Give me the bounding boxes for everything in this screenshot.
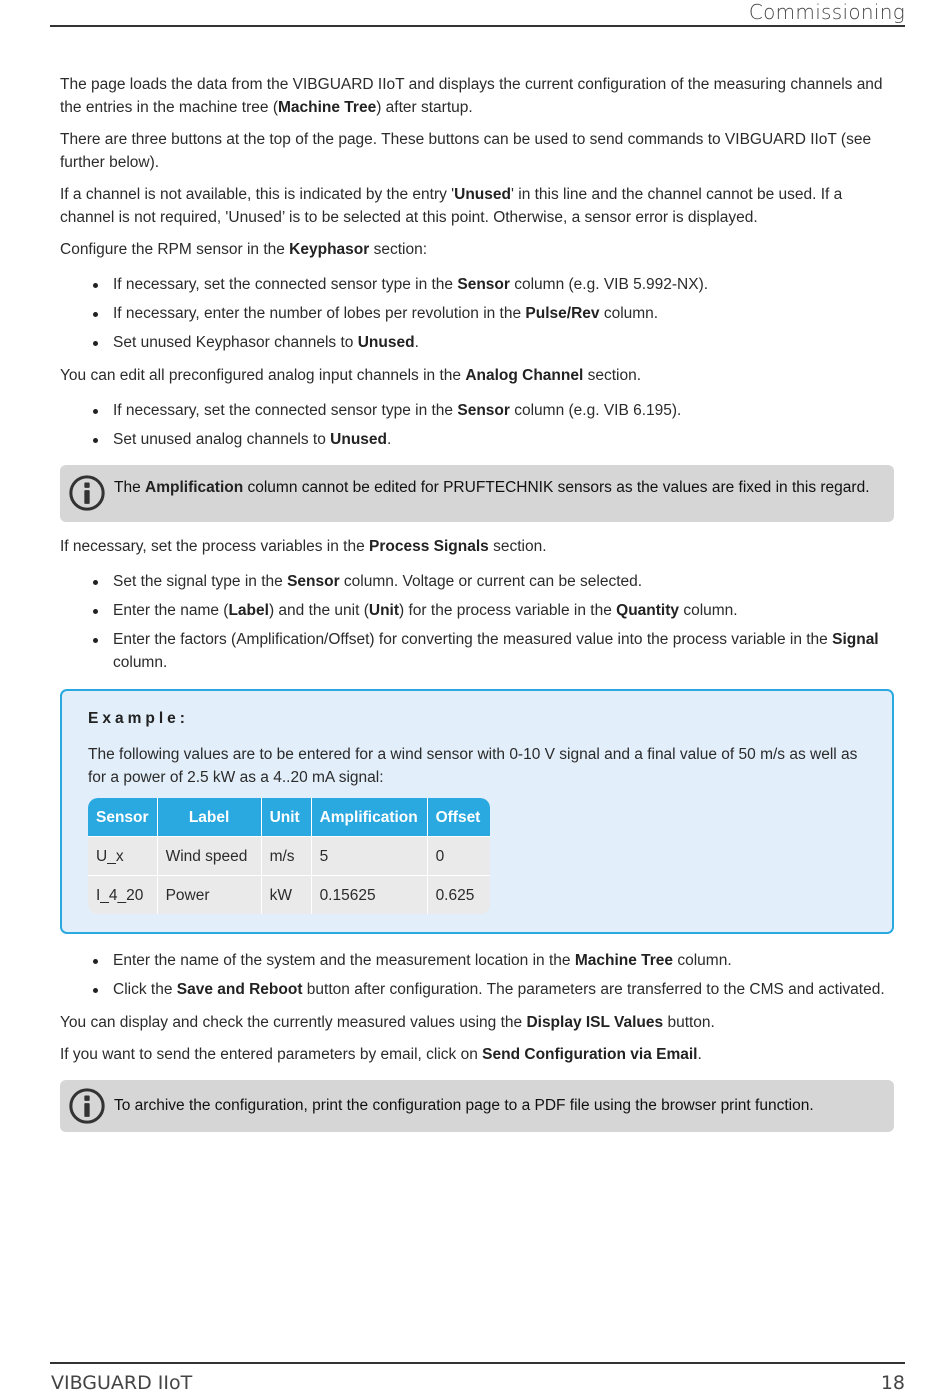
example-table: [88, 798, 490, 914]
table-cell: m/s: [262, 836, 312, 875]
table-header: Unit: [262, 798, 312, 836]
list-item: Set unused analog channels to Unused.: [60, 428, 894, 451]
bold-term: Quantity: [616, 602, 680, 619]
info-icon: [68, 474, 106, 512]
table-header: Label: [158, 798, 262, 836]
example-box: [60, 689, 894, 934]
bold-term: Amplification: [145, 479, 244, 496]
note-text: The Amplification column cannot be edited for PRUFTECHNIK sensors as the values are fixed in this regard.: [114, 479, 870, 496]
bold-term: Sensor: [457, 276, 510, 293]
paragraph: The page loads the data from the VIBGUARD IIoT and displays the current configuration of the measuring channels and the entries in the machine tree (Machine Tree) after startup.: [60, 76, 883, 116]
bold-term: Unused: [330, 431, 388, 448]
table-row: [88, 875, 490, 914]
bold-term: Unit: [368, 602, 400, 619]
table-cell: 0.625: [428, 875, 490, 914]
info-note-archive: [60, 1080, 894, 1132]
table-header: Sensor: [88, 798, 158, 836]
final-list: [60, 949, 894, 1001]
page-header-title: Commissioning: [748, 0, 905, 24]
page-content: [60, 73, 894, 1145]
info-note-amplification: [60, 465, 894, 522]
list-item: Set unused Keyphasor channels to Unused.: [60, 331, 894, 354]
list-item: Enter the factors (Amplification/Offset) for converting the measured value into the process variable in the Signal column.: [60, 628, 894, 674]
table-cell: Wind speed: [158, 836, 262, 875]
paragraph: You can edit all preconfigured analog input channels in the Analog Channel section.: [60, 367, 642, 384]
bold-term: Unused: [357, 334, 415, 351]
header-divider: [50, 25, 905, 27]
analog-list: [60, 399, 894, 451]
list-item: Set the signal type in the Sensor column. Voltage or current can be selected.: [60, 570, 894, 593]
list-item: If necessary, enter the number of lobes per revolution in the Pulse/Rev column.: [60, 302, 894, 325]
table-row: [88, 836, 490, 875]
bold-term: Pulse/Rev: [525, 305, 600, 322]
bold-term: Keyphasor: [289, 241, 370, 258]
table-cell: 5: [312, 836, 428, 875]
example-title: Example:: [88, 710, 189, 727]
bold-term: Process Signals: [369, 538, 489, 555]
list-item: If necessary, set the connected sensor type in the Sensor column (e.g. VIB 6.195).: [60, 399, 894, 422]
table-cell: 0: [428, 836, 490, 875]
list-item: If necessary, set the connected sensor type in the Sensor column (e.g. VIB 5.992-NX).: [60, 273, 894, 296]
bold-term: Machine Tree: [574, 952, 674, 969]
table-cell: 0.15625: [312, 875, 428, 914]
list-item: Enter the name (Label) and the unit (Unit) for the process variable in the Quantity column.: [60, 599, 894, 622]
keyphasor-list: [60, 273, 894, 354]
page-number: 18: [880, 1372, 905, 1393]
table-cell: kW: [262, 875, 312, 914]
bold-term: Label: [228, 602, 269, 619]
paragraph: If you want to send the entered parameters by email, click on Send Configuration via Email.: [60, 1046, 702, 1063]
bold-term: Machine Tree: [277, 99, 377, 116]
list-item: Enter the name of the system and the measurement location in the Machine Tree column.: [60, 949, 894, 972]
footer-product: VIBGUARD IIoT: [51, 1372, 193, 1393]
bold-term: Display ISL Values: [526, 1014, 664, 1031]
paragraph: You can display and check the currently measured values using the Display ISL Values button.: [60, 1014, 715, 1031]
table-header: Offset: [428, 798, 490, 836]
process-list: [60, 570, 894, 674]
info-icon: [68, 1087, 106, 1125]
bold-term: Sensor: [457, 402, 510, 419]
bold-term: Sensor: [287, 573, 340, 590]
table-cell: U_x: [88, 836, 158, 875]
footer-divider: [50, 1362, 905, 1364]
table-cell: I_4_20: [88, 875, 158, 914]
bold-term: Send Configuration via Email: [482, 1046, 698, 1063]
paragraph: There are three buttons at the top of the page. These buttons can be used to send commands to VIBGUARD IIoT (see further below).: [60, 131, 872, 171]
table-header: Amplification: [312, 798, 428, 836]
table-cell: Power: [158, 875, 262, 914]
paragraph: Configure the RPM sensor in the Keyphasor section:: [60, 241, 428, 258]
table-header-row: [88, 798, 490, 836]
bold-term: Signal: [832, 631, 879, 648]
bold-term: Analog Channel: [465, 367, 584, 384]
paragraph: If necessary, set the process variables in the Process Signals section.: [60, 538, 547, 555]
example-text: The following values are to be entered for a wind sensor with 0-10 V signal and a final value of 50 m/s as well as for a power of 2.5 kW as a 4..20 mA signal:: [88, 746, 858, 786]
bold-term: Unused: [454, 186, 511, 203]
paragraph: If a channel is not available, this is indicated by the entry 'Unused' in this line and the channel cannot be used. If a channel is not required, 'Unused’ is to be selected at this point. Otherwise, a sensor error is displayed.: [60, 186, 843, 226]
note-text: To archive the configuration, print the configuration page to a PDF file using the browser print function.: [114, 1097, 814, 1114]
bold-term: Save and Reboot: [176, 981, 303, 998]
list-item: Click the Save and Reboot button after configuration. The parameters are transferred to the CMS and activated.: [60, 978, 894, 1001]
